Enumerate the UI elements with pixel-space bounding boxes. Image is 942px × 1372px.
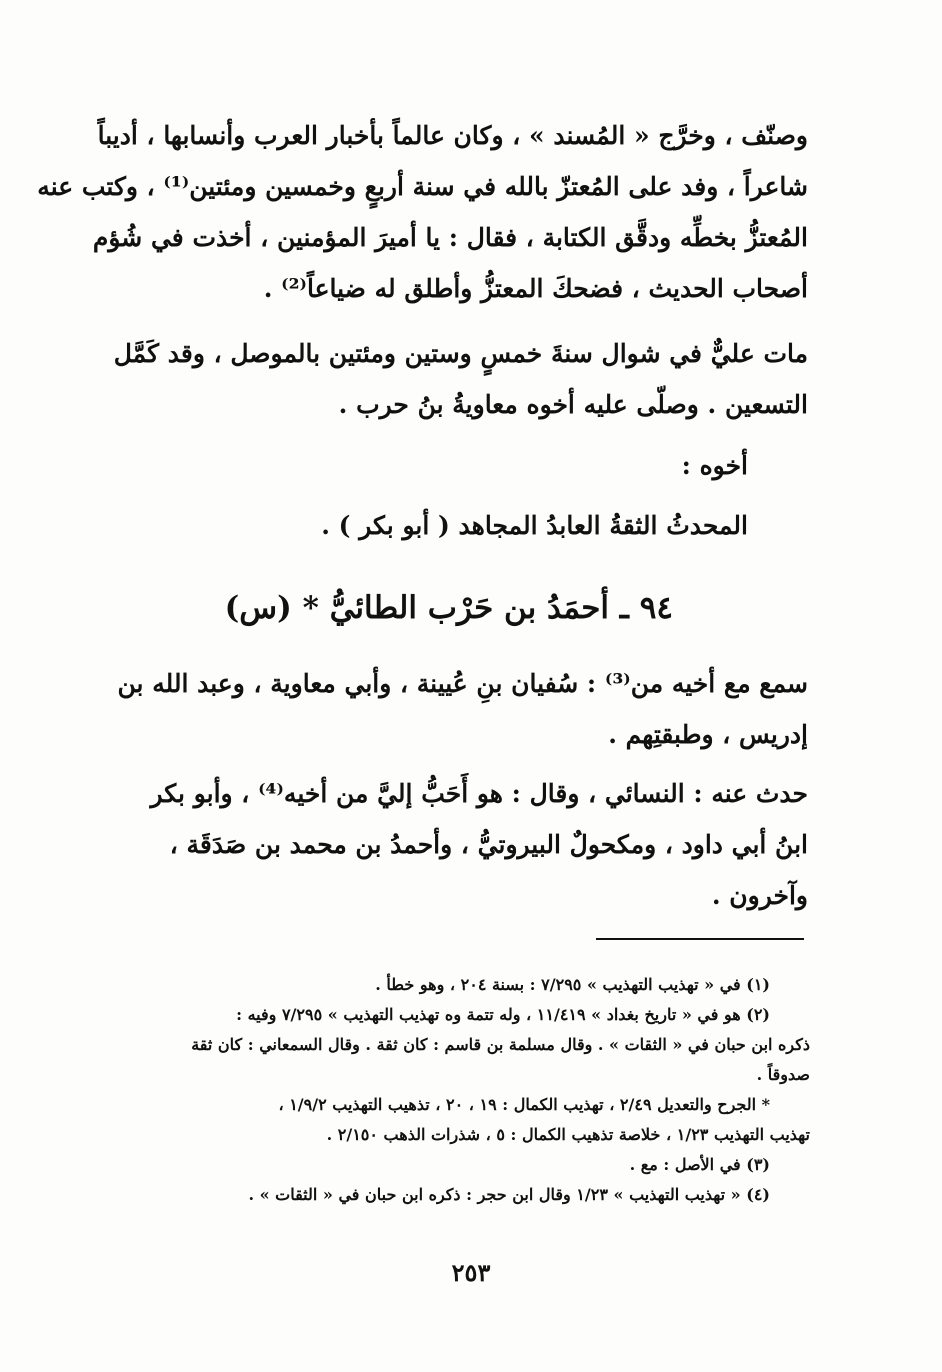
text-line: وآخرون .: [711, 881, 808, 910]
footnote-separator: [596, 938, 804, 940]
text-line: إدريس ، وطبقتِهم .: [608, 720, 808, 749]
text-line: أصحاب الحديث ، فضحكَ المعتزُّ وأطلق له ضياعاً⁽²⁾ .: [263, 274, 808, 303]
entry-heading: ٩٤ ـ أحمَدُ بن حَرْب الطائيُّ * (س): [224, 590, 673, 626]
text-line: ابنُ أبي داود ، ومكحولٌ البيروتيُّ ، وأحمدُ بن محمد بن صَدَقَة ،: [169, 830, 808, 859]
paragraph-biography: [37, 110, 808, 314]
text-line: حدث عنه : النسائي ، وقال : هو أَحَبُّ إليَّ من أخيه⁽⁴⁾ ، وأبو بكر: [150, 779, 808, 808]
footnote: (٣) في الأصل : مع .: [629, 1155, 770, 1174]
text-line: مات عليٌّ في شوال سنةَ خمسٍ وستين ومئتين بالموصل ، وقد كَمَّل: [113, 339, 808, 368]
footnote-continuation: صدوقاً .: [756, 1065, 810, 1084]
text-line: شاعراً ، وفد على المُعتزّ بالله في سنة أربعٍ وخمسين ومئتين⁽¹⁾ ، وكتب عنه: [37, 172, 808, 201]
footnote: (٤) « تهذيب التهذيب » ١/٢٣ وقال ابن حجر : ذكره ابن حبان في « الثقات » .: [248, 1185, 770, 1204]
text-line: وصنّف ، وخرَّج « المُسند » ، وكان عالماً بأخبار العرب وأنسابها ، أديباً: [97, 121, 808, 150]
text-line: أخوه :: [681, 451, 748, 480]
page-number: ٢٥٣: [451, 1258, 491, 1287]
text-line: سمع مع أخيه من⁽³⁾ : سُفيان بنِ عُيينة ، وأبي معاوية ، وعبد الله بن: [117, 669, 808, 698]
footnote-continuation: ذكره ابن حبان في « الثقات » . وقال مسلمة بن قاسم : كان ثقة . وقال السمعاني : كان ثقة: [191, 1035, 810, 1054]
text-line: المحدثُ الثقةُ العابدُ المجاهد ( أبو بكر ) .: [321, 511, 748, 540]
footnote-continuation: تهذيب التهذيب ١/٢٣ ، خلاصة تذهيب الكمال : ٥ ، شذرات الذهب ٢/١٥٠ .: [326, 1125, 810, 1144]
text-line: التسعين . وصلّى عليه أخوه معاويةُ بنُ حرب .: [338, 390, 808, 419]
paragraph-brother-label: [128, 440, 808, 491]
footnote-sources: * الجرح والتعديل ٢/٤٩ ، تهذيب الكمال : ١٩ ، ٢٠ ، تذهيب التهذيب ١/٩/٢ ،: [278, 1095, 770, 1114]
text-line: المُعتزُّ بخطِّه ودقَّق الكتابة ، فقال : يا أميرَ المؤمنين ، أخذت في شُؤم: [92, 223, 808, 252]
paragraph-death: [113, 328, 808, 430]
paragraph-teachers: [117, 658, 808, 760]
footnotes: [128, 970, 810, 1210]
paragraph-students: [128, 768, 808, 921]
footnote: (٢) هو في « تاريخ بغداد » ١١/٤١٩ ، وله تتمة وه تهذيب التهذيب » ٧/٢٩٥ وفيه :: [236, 1005, 770, 1024]
footnote: (١) في « تهذيب التهذيب » ٧/٢٩٥ : بسنة ٢٠٤ ، وهو خطأ .: [375, 975, 770, 994]
paragraph-brother-desc: [128, 500, 808, 551]
